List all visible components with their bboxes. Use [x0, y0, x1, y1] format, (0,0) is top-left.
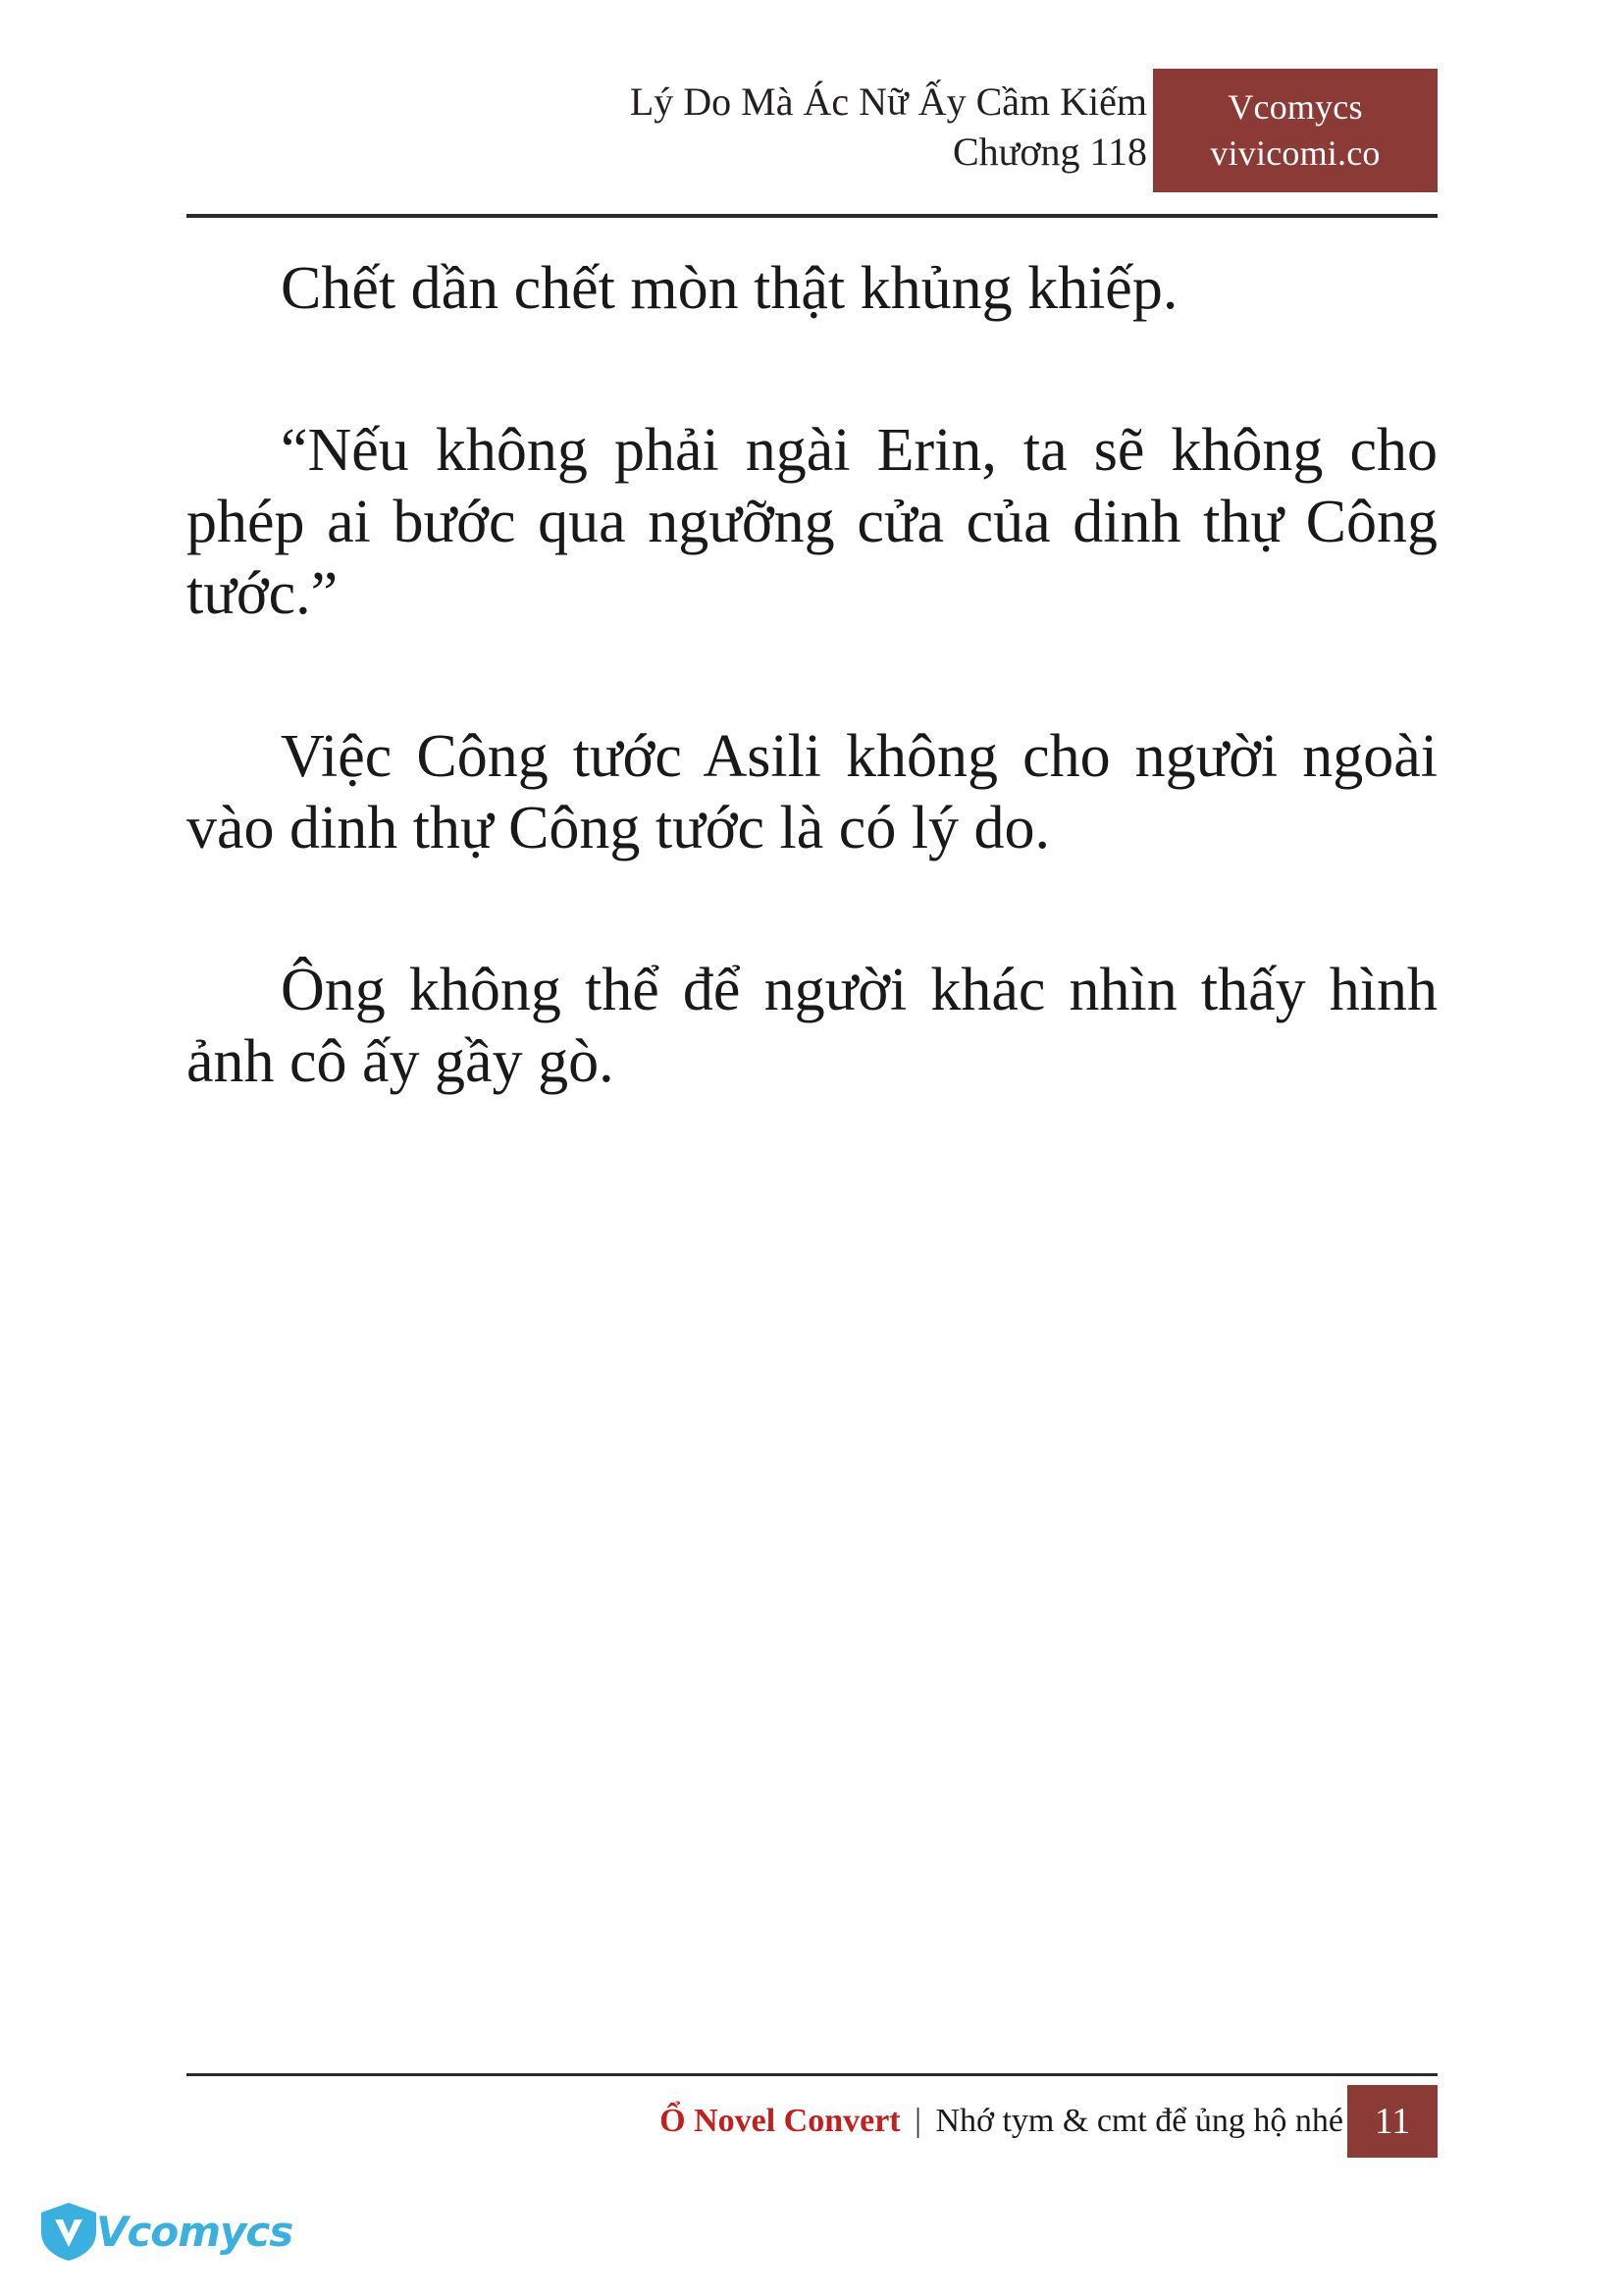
watermark-label: Vcomycs [96, 2208, 293, 2256]
chapter-body [186, 253, 1438, 1098]
page-footer [186, 2085, 1438, 2162]
paragraph: “Nếu không phải ngài Erin, ta sẽ không cho phép ai bước qua ngưỡng cửa của dinh thự Công tước.” [186, 417, 1438, 628]
footer-credit [659, 2103, 1343, 2140]
footer-note: Nhớ tym & cmt để ủng hộ nhé [935, 2103, 1343, 2139]
paragraph: Chết dần chết mòn thật khủng khiếp. [281, 255, 1179, 322]
shield-icon [37, 2200, 100, 2263]
site-badge-domain: vivicomi.co [1210, 133, 1381, 173]
chapter-title: Chương 118 [952, 130, 1147, 175]
novel-title: Lý Do Mà Ác Nữ Ấy Cầm Kiếm [629, 79, 1147, 124]
site-badge-name: Vcomycs [1228, 87, 1363, 128]
footer-separator: | [915, 2103, 921, 2139]
page-number: 11 [1347, 2085, 1438, 2158]
watermark-logo [37, 2198, 293, 2269]
footer-divider [186, 2073, 1438, 2076]
header-divider [186, 214, 1438, 218]
paragraph: Ông không thể để người khác nhìn thấy hình ảnh cô ấy gầy gò. [186, 956, 1438, 1096]
site-badge [1153, 69, 1438, 192]
header-title-block [630, 77, 1147, 177]
page-header [186, 77, 1438, 214]
footer-brand: Ổ Novel Convert [659, 2103, 901, 2139]
paragraph: Việc Công tước Asili không cho người ngoài vào dinh thự Công tước là có lý do. [186, 722, 1438, 861]
